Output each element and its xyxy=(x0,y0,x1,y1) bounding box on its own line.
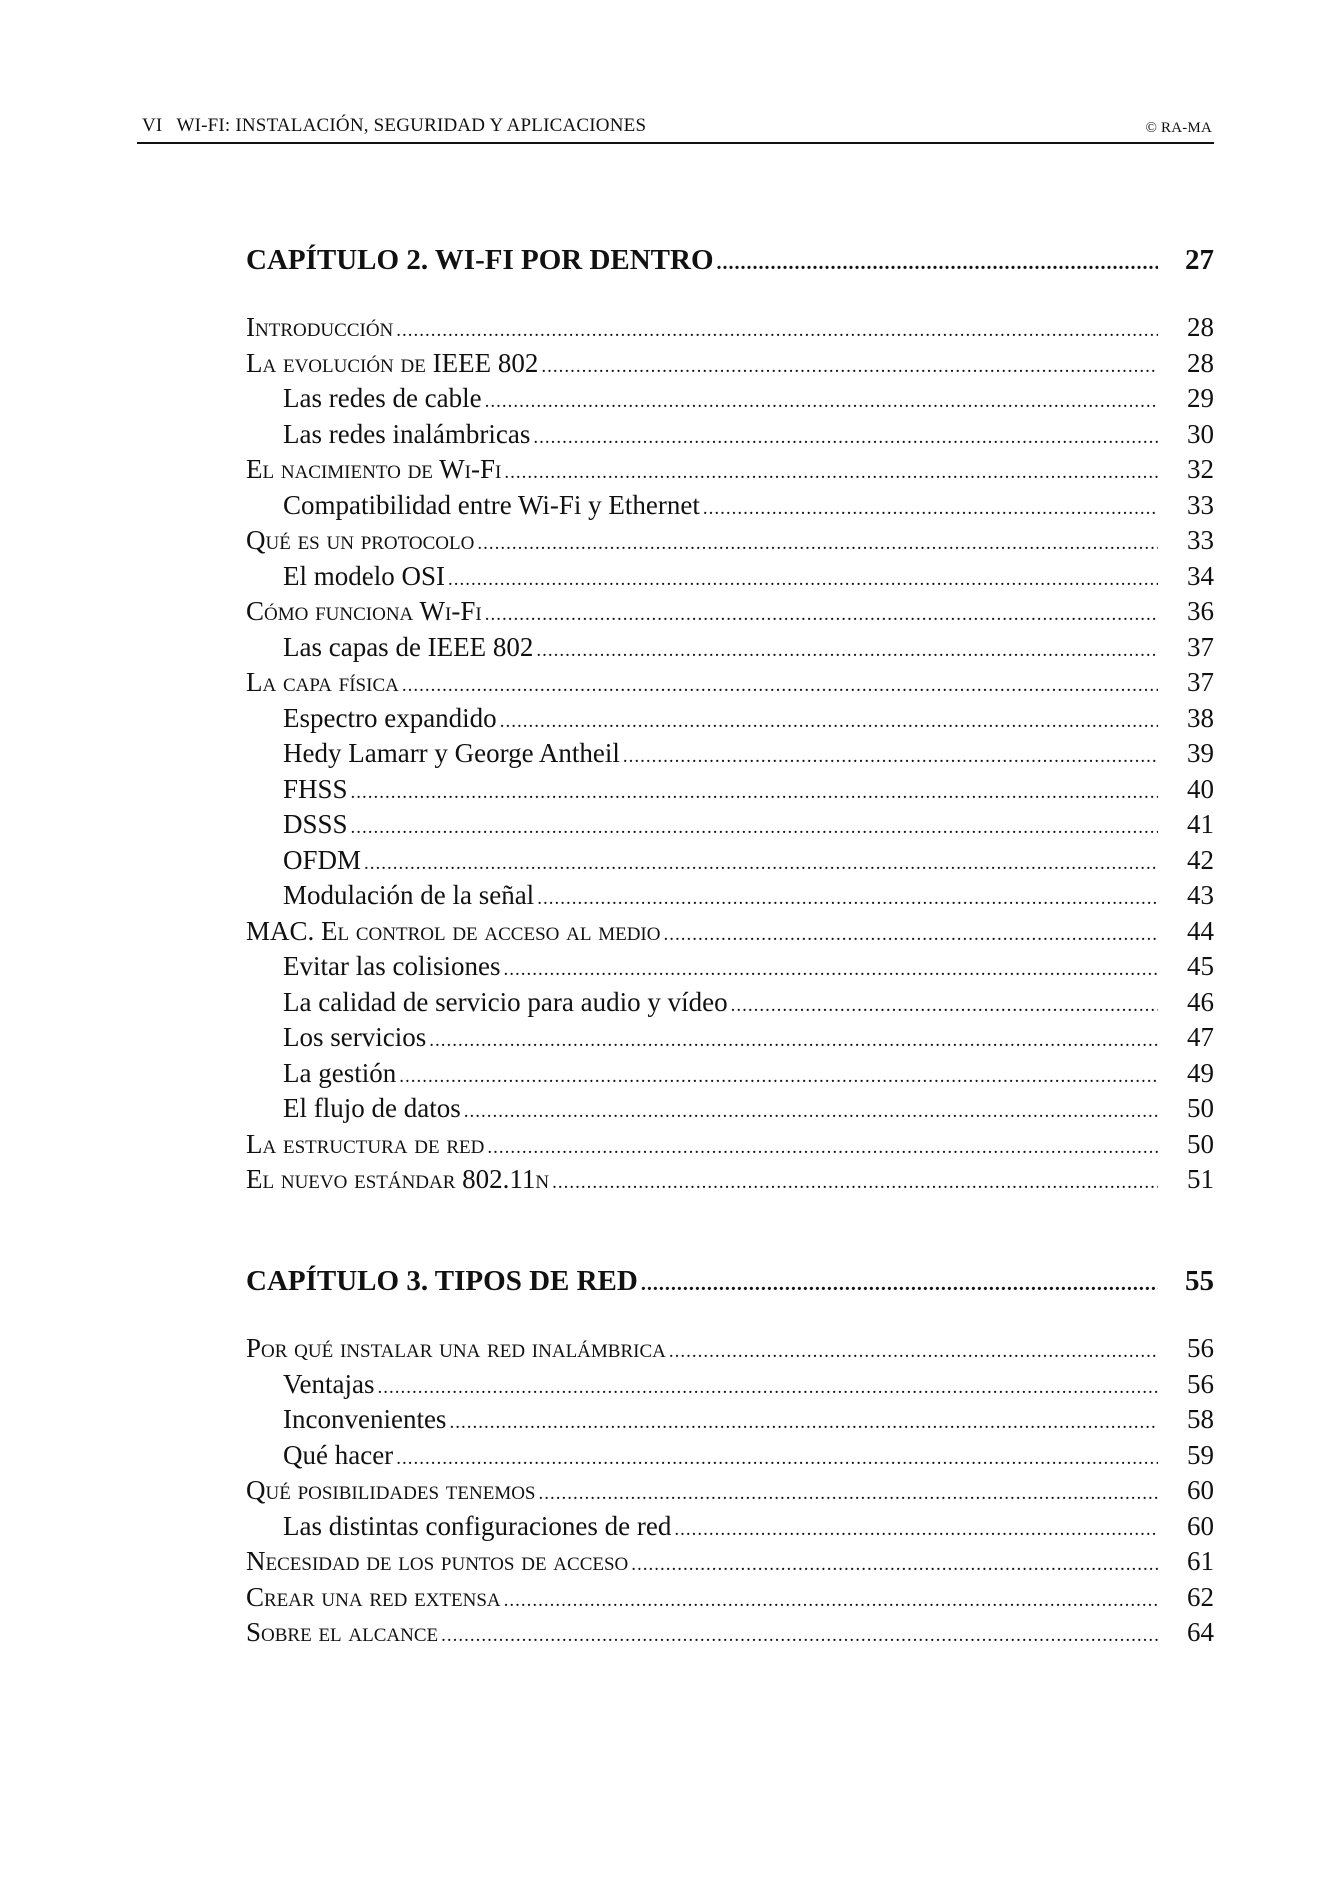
entry-page: 61 xyxy=(1187,1546,1214,1576)
entry-page: 33 xyxy=(1187,489,1214,520)
entry-label: Cómo funciona Wi-Fi xyxy=(246,596,482,626)
leader-dots xyxy=(464,1101,1158,1123)
chapter-page: 27 xyxy=(1185,244,1214,276)
toc-entry[interactable] xyxy=(246,1582,1214,1618)
leader-dots xyxy=(429,1030,1158,1052)
toc-entry[interactable] xyxy=(246,1129,1214,1165)
chapter-heading[interactable] xyxy=(246,1265,1214,1311)
entry-page: 37 xyxy=(1187,631,1214,662)
leader-dots xyxy=(500,711,1158,733)
entry-label: La gestión xyxy=(283,1057,397,1088)
toc-entry[interactable] xyxy=(246,1404,1214,1440)
leader-dots xyxy=(441,1625,1158,1647)
toc-entry[interactable] xyxy=(246,596,1214,632)
entry-label: DSSS xyxy=(283,809,348,839)
leader-dots xyxy=(399,1066,1158,1088)
toc-chapter-2 xyxy=(246,244,1214,1200)
leader-dots xyxy=(448,569,1158,591)
entry-page: 58 xyxy=(1187,1404,1214,1434)
toc-chapter-3 xyxy=(246,1265,1214,1653)
toc-entry[interactable] xyxy=(246,1617,1214,1653)
entry-label: Inconvenientes xyxy=(283,1404,447,1434)
entry-page: 56 xyxy=(1187,1333,1214,1363)
leader-dots xyxy=(541,356,1158,378)
entry-page: 39 xyxy=(1187,738,1214,768)
entry-label: Qué hacer xyxy=(283,1439,394,1470)
toc-entries xyxy=(246,312,1214,1200)
running-header xyxy=(137,110,1214,144)
entry-label: OFDM xyxy=(283,844,362,875)
header-book-title: WI-FI: INSTALACIÓN, SEGURIDAD Y APLICACIONES xyxy=(176,115,647,136)
toc-entry[interactable] xyxy=(246,454,1214,490)
toc-entry[interactable] xyxy=(246,703,1214,739)
entry-page: 44 xyxy=(1187,915,1214,946)
toc-entry[interactable] xyxy=(246,312,1214,348)
toc-entry[interactable] xyxy=(246,809,1214,845)
entry-page: 49 xyxy=(1187,1057,1214,1088)
entry-label: Los servicios xyxy=(283,1022,427,1052)
toc-entry[interactable] xyxy=(246,845,1214,881)
toc-entry[interactable] xyxy=(246,1511,1214,1547)
leader-dots xyxy=(396,1448,1158,1470)
entry-page: 38 xyxy=(1187,702,1214,733)
chapter-heading[interactable] xyxy=(246,244,1214,290)
entry-label: FHSS xyxy=(283,773,348,804)
entry-page: 62 xyxy=(1187,1581,1214,1612)
leader-dots xyxy=(477,533,1158,555)
toc-entries xyxy=(246,1333,1214,1653)
header-page-number: VI xyxy=(142,115,163,136)
entry-page: 56 xyxy=(1187,1368,1214,1399)
toc-entry[interactable] xyxy=(246,738,1214,774)
leader-dots xyxy=(717,252,1158,275)
entry-label: Modulación de la señal xyxy=(283,880,535,910)
header-left xyxy=(142,115,646,137)
leader-dots xyxy=(351,817,1158,839)
entry-page: 51 xyxy=(1187,1164,1214,1194)
leader-dots xyxy=(485,604,1158,626)
leader-dots xyxy=(641,1273,1158,1296)
leader-dots xyxy=(487,1137,1158,1159)
entry-page: 50 xyxy=(1187,1128,1214,1159)
entry-label: Las capas de IEEE 802 xyxy=(283,631,534,662)
leader-dots xyxy=(504,1590,1158,1612)
leader-dots xyxy=(503,959,1158,981)
entry-page: 30 xyxy=(1187,418,1214,449)
entry-label: Ventajas xyxy=(283,1368,375,1399)
leader-dots xyxy=(504,462,1158,484)
entry-page: 32 xyxy=(1187,454,1214,484)
toc-entry[interactable] xyxy=(246,1093,1214,1129)
toc-entry[interactable] xyxy=(246,667,1214,703)
entry-page: 46 xyxy=(1187,986,1214,1017)
leader-dots xyxy=(351,782,1158,804)
leader-dots xyxy=(731,995,1158,1017)
toc-entry[interactable] xyxy=(246,383,1214,419)
leader-dots xyxy=(396,320,1158,342)
entry-page: 28 xyxy=(1187,312,1214,342)
toc-entry[interactable] xyxy=(246,490,1214,526)
entry-page: 34 xyxy=(1187,560,1214,591)
entry-label: Espectro expandido xyxy=(283,702,497,733)
toc-entry[interactable] xyxy=(246,774,1214,810)
toc-entry[interactable] xyxy=(246,1546,1214,1582)
entry-page: 37 xyxy=(1187,667,1214,697)
leader-dots xyxy=(377,1377,1158,1399)
chapter-title: CAPÍTULO 3. TIPOS DE RED xyxy=(246,1265,638,1297)
toc-entry[interactable] xyxy=(246,880,1214,916)
entry-page: 64 xyxy=(1187,1617,1214,1647)
entry-label: El nacimiento de Wi-Fi xyxy=(246,454,502,484)
leader-dots xyxy=(703,498,1158,520)
leader-dots xyxy=(663,924,1158,946)
entry-label: Introducción xyxy=(246,312,394,342)
entry-label: Por qué instalar una red inalámbrica xyxy=(246,1333,666,1363)
entry-label: MAC. El control de acceso al medio xyxy=(246,915,661,946)
toc-entry[interactable] xyxy=(246,951,1214,987)
toc-entry[interactable] xyxy=(246,1333,1214,1369)
entry-label: Qué es un protocolo xyxy=(246,525,475,555)
leader-dots xyxy=(449,1412,1158,1434)
entry-page: 28 xyxy=(1187,347,1214,378)
toc-entry[interactable] xyxy=(246,1164,1214,1200)
entry-label: Evitar las colisiones xyxy=(283,951,501,981)
entry-label: La calidad de servicio para audio y vídeo xyxy=(283,986,728,1017)
entry-page: 42 xyxy=(1187,844,1214,875)
toc-entry[interactable] xyxy=(246,1058,1214,1094)
entry-page: 41 xyxy=(1187,809,1214,839)
entry-label: Las redes de cable xyxy=(283,383,482,413)
chapter-title: CAPÍTULO 2. WI-FI POR DENTRO xyxy=(246,244,714,276)
toc-entry[interactable] xyxy=(246,419,1214,455)
entry-label: Sobre el alcance xyxy=(246,1617,439,1647)
toc-entry[interactable] xyxy=(246,1369,1214,1405)
toc-entry[interactable] xyxy=(246,1022,1214,1058)
toc-entry[interactable] xyxy=(246,348,1214,384)
entry-label: Qué posibilidades tenemos xyxy=(246,1475,536,1505)
leader-dots xyxy=(552,1172,1158,1194)
leader-dots xyxy=(669,1341,1158,1363)
leader-dots xyxy=(485,391,1158,413)
leader-dots xyxy=(364,853,1158,875)
entry-label: La capa física xyxy=(246,667,399,697)
entry-page: 43 xyxy=(1187,880,1214,910)
entry-label: Hedy Lamarr y George Antheil xyxy=(283,738,620,768)
entry-label: Las distintas configuraciones de red xyxy=(283,1510,672,1541)
leader-dots xyxy=(402,675,1158,697)
entry-label: Compatibilidad entre Wi-Fi y Ethernet xyxy=(283,489,700,520)
entry-page: 60 xyxy=(1187,1475,1214,1505)
toc-entry[interactable] xyxy=(246,1475,1214,1511)
header-publisher: © RA-MA xyxy=(1145,120,1212,136)
entry-page: 36 xyxy=(1187,596,1214,626)
entry-label: Necesidad de los puntos de acceso xyxy=(246,1546,629,1576)
toc-entry[interactable] xyxy=(246,525,1214,561)
toc-entry[interactable] xyxy=(246,1440,1214,1476)
leader-dots xyxy=(533,427,1158,449)
toc-entry[interactable] xyxy=(246,987,1214,1023)
entry-page: 40 xyxy=(1187,773,1214,804)
toc-entry[interactable] xyxy=(246,561,1214,597)
entry-label: Las redes inalámbricas xyxy=(283,418,531,449)
entry-page: 45 xyxy=(1187,951,1214,981)
leader-dots xyxy=(536,640,1158,662)
leader-dots xyxy=(631,1554,1158,1576)
entry-page: 47 xyxy=(1187,1022,1214,1052)
entry-page: 50 xyxy=(1187,1093,1214,1123)
leader-dots xyxy=(623,746,1158,768)
chapter-page: 55 xyxy=(1185,1265,1214,1297)
leader-dots xyxy=(539,1483,1159,1505)
leader-dots xyxy=(674,1519,1158,1541)
entry-label: El flujo de datos xyxy=(283,1093,461,1123)
entry-page: 59 xyxy=(1187,1439,1214,1470)
entry-label: Crear una red extensa xyxy=(246,1581,501,1612)
entry-page: 60 xyxy=(1187,1510,1214,1541)
entry-page: 29 xyxy=(1187,383,1214,413)
toc-entry[interactable] xyxy=(246,632,1214,668)
entry-label: El nuevo estándar 802.11n xyxy=(246,1164,550,1194)
entry-label: La estructura de red xyxy=(246,1128,485,1159)
entry-page: 33 xyxy=(1187,525,1214,555)
leader-dots xyxy=(537,888,1158,910)
entry-label: La evolución de IEEE 802 xyxy=(246,347,539,378)
entry-label: El modelo OSI xyxy=(283,560,445,591)
toc-entry[interactable] xyxy=(246,916,1214,952)
